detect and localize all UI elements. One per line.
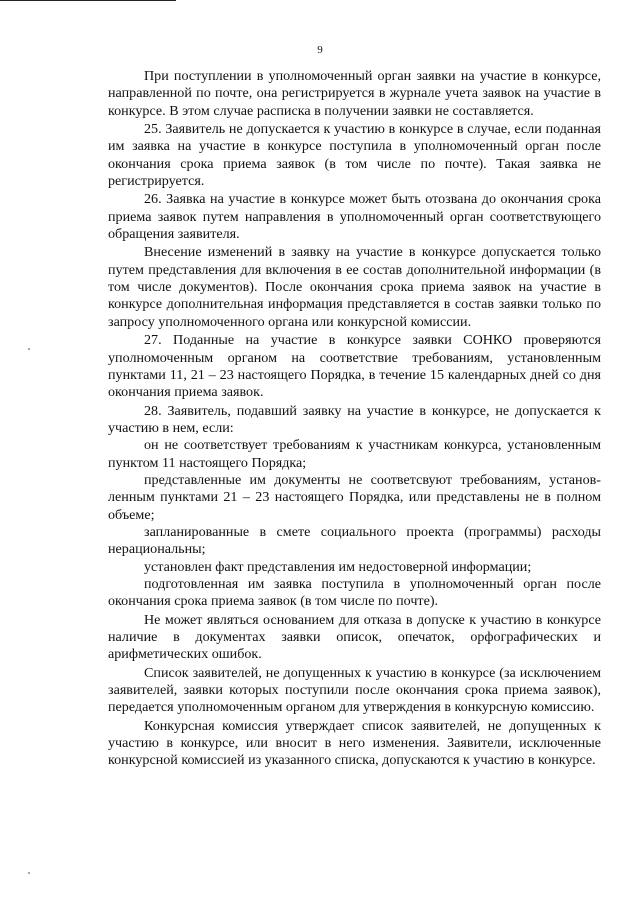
list-item: запланированные в смете социального проекта (программы) расходы нерациональны; xyxy=(108,523,601,558)
scan-speck xyxy=(28,348,30,350)
list-item: установлен факт представления им недостоверной информации; xyxy=(144,558,532,575)
scan-speck xyxy=(28,872,30,874)
paragraph: Не может являться основанием для отказа в допуске к участию в конкурсе наличие в документах заявки описок, опечаток, орфографических и арифметических ошибок. xyxy=(108,611,601,663)
paragraph: Конкурсная комиссия утверждает список заявителей, не допущенных к участию в конкурсе, или вносит в него изменения. Заявители, исключенные конкурсной комиссией из указанного списка, допускаются к участию в конкурсе. xyxy=(108,717,601,769)
page-number: 9 xyxy=(317,44,323,56)
list-item: представленные им документы не соответсвуют требованиям, установленным пунктами 21 – 23 настоящего Порядка, или представлены не в полном объеме; xyxy=(108,471,601,523)
top-rule xyxy=(0,0,176,1)
document-body xyxy=(108,68,601,770)
paragraph-28: 28. Заявитель, подавший заявку на участие в конкурсе, не допускается к участию в нем, если: xyxy=(108,402,601,436)
paragraph: Внесение изменений в заявку на участие в конкурсе допускается только путем представления для включения в ее состав дополнительной информации (в том числе документов). После окончания срока приема заявок на участие в конкурсе дополнительная информация представляется в состав заявки только по запросу уполномоченного органа или конкурсной комиссии. xyxy=(108,244,601,330)
paragraph-27: 27. Поданные на участие в конкурсе заявки СОНКО проверяются уполномоченным органом на соответствие требованиям, установленным пунктами 11, 21 – 23 настоящего Порядка, в течение 15 календарных дней со дня окончания приема заявок. xyxy=(108,332,601,401)
paragraph-25: 25. Заявитель не допускается к участию в конкурсе в случае, если поданная им заявка на участие в конкурсе поступила в уполномоченный орган после окончания срока приема заявок (в том числе по почте). Такая заявка не регистрируется. xyxy=(108,121,601,190)
paragraph: При поступлении в уполномоченный орган заявки на участие в конкурсе, направленной по почте, она регистрируется в журнале учета заявок на участие в конкурсе. В этом случае расписка в получении заявки не составляется. xyxy=(108,68,601,119)
list-item: подготовленная им заявка поступила в уполномоченный орган после окончания срока приема заявок (в том числе по почте). xyxy=(108,575,601,610)
list-item: он не соответствует требованиям к участникам конкурса, установленным пунктом 11 настоящего Порядка; xyxy=(108,437,601,471)
paragraph-26: 26. Заявка на участие в конкурсе может быть отозвана до окончания срока приема заявок путем направления в уполномоченный орган соответствующего обращения заявителя. xyxy=(108,191,601,243)
paragraph: Список заявителей, не допущенных к участию в конкурсе (за исключением заявителей, заявки которых поступили после окончания срока приема заявок), передается уполномоченным органом для утверждения в конкурсную комиссию. xyxy=(108,664,601,716)
